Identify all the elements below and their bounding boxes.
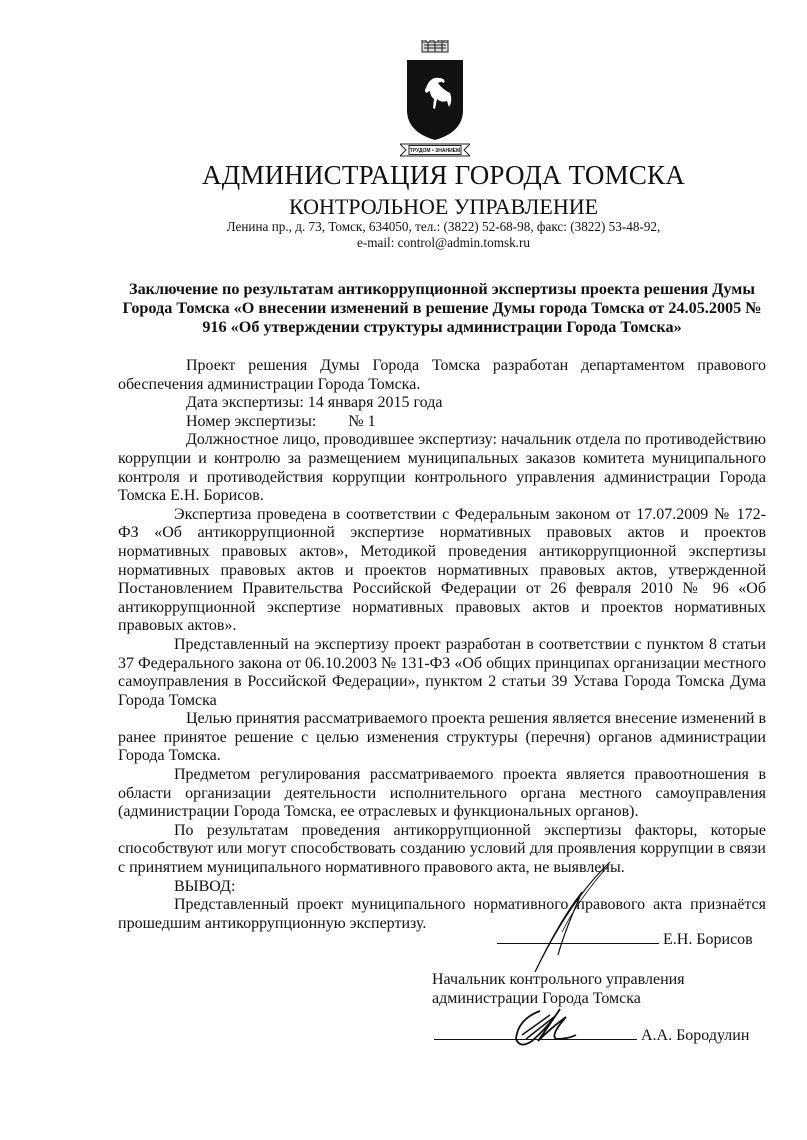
coat-of-arms-logo [400,40,470,165]
head-signature-line [434,1027,749,1045]
crest-motto: ТРУДОМ • ЗНАНИЕМ [409,148,461,154]
department-name: КОНТРОЛЬНОЕ УПРАВЛЕНИЕ [288,194,599,219]
document-title: Заключение по результатам антикоррупционной экспертизы проекта решения Думы Города Томска «О внесении изменений в решение Думы города Томска от 24.05.2005 № 916 «Об утверждении структуры администрации Города Томска» [122,280,762,336]
paragraph-project: Проект решения Думы Города Томска разработан департаментом правового обеспечения администрации Города Томска. [118,357,766,393]
address-line: Ленина пр., д. 73, Томск, 634050, тел.: (3822) 52-68-98, факс: (3822) 53-48-92, [226,219,661,234]
expert-name: Е.Н. Борисов [663,931,753,948]
paragraph-results: По результатам проведения антикоррупционной экспертизы факторы, которые способствуют или могут способствовать созданию условий для проявления коррупции в связи с принятием муниципального нормативного правового акта, не выявлены. [118,821,766,877]
head-position-line: администрации Города Томска [432,990,641,1007]
head-name: А.А. Бородулин [641,1027,750,1044]
paragraph-official: Должностное лицо, проводившее экспертизу: начальник отдела по противодействию коррупции и контролю за размещением муниципальных заказов комитета муниципального контроля и противодействия коррупции контрольного управления администрации Города Томска Е.Н. Борисов. [118,431,766,505]
signature-underline [434,1039,637,1040]
paragraph-development: Представленный на экспертизу проект разработан в соответствии с пунктом 8 статьи 37 Федерального закона от 06.10.2003 № 131-ФЗ «Об общих принципах организации местного самоуправления в Российской Федерации», пунктом 2 статьи 39 Устава Города Томска Дума Города Томска [118,635,766,709]
document-body [118,357,766,933]
conclusion-heading: ВЫВОД: [174,877,236,895]
paragraph-purpose: Целью принятия рассматриваемого проекта решения является внесение изменений в ранее принятое решение с целью изменения структуры (перечня) органов администрации Города Томска. [118,710,766,765]
paragraph-legal-basis: Экспертиза проведена в соответствии с Федеральным законом от 17.07.2009 № 172-ФЗ «Об антикоррупционной экспертизе нормативных правовых актов и проектов нормативных правовых актов», Методикой проведения антикоррупционной экспертизы нормативных правовых актов и проектов нормативных правовых актов, утвержденной Постановлением Правительства Российской Федерации от 26 февраля 2010 № 96 «Об антикоррупционной экспертизе нормативных правовых актов и проектов нормативных правовых актов». [118,505,766,635]
head-position-line: Начальник контрольного управления [432,971,685,988]
paragraph-number: Номер экспертизы: № 1 [186,412,376,430]
paragraph-conclusion: Представленный проект муниципального нормативного правового акта признаётся прошедшим антикоррупционную экспертизу. [118,896,766,932]
head-position [432,970,685,1008]
expert-signature-line [497,931,753,949]
paragraph-date: Дата экспертизы: 14 января 2015 года [186,394,443,412]
contact-address [40,219,807,251]
email-line: e-mail: control@admin.tomsk.ru [357,235,530,250]
organization-name: АДМИНИСТРАЦИЯ ГОРОДА ТОМСКА [202,160,685,190]
signature-underline [497,943,659,944]
paragraph-subject: Предметом регулирования рассматриваемого проекта является правоотношения в области организации деятельности исполнительного органа местного самоуправления (администрации Города Томска, ее отраслевых и функциональных органов). [118,766,766,821]
